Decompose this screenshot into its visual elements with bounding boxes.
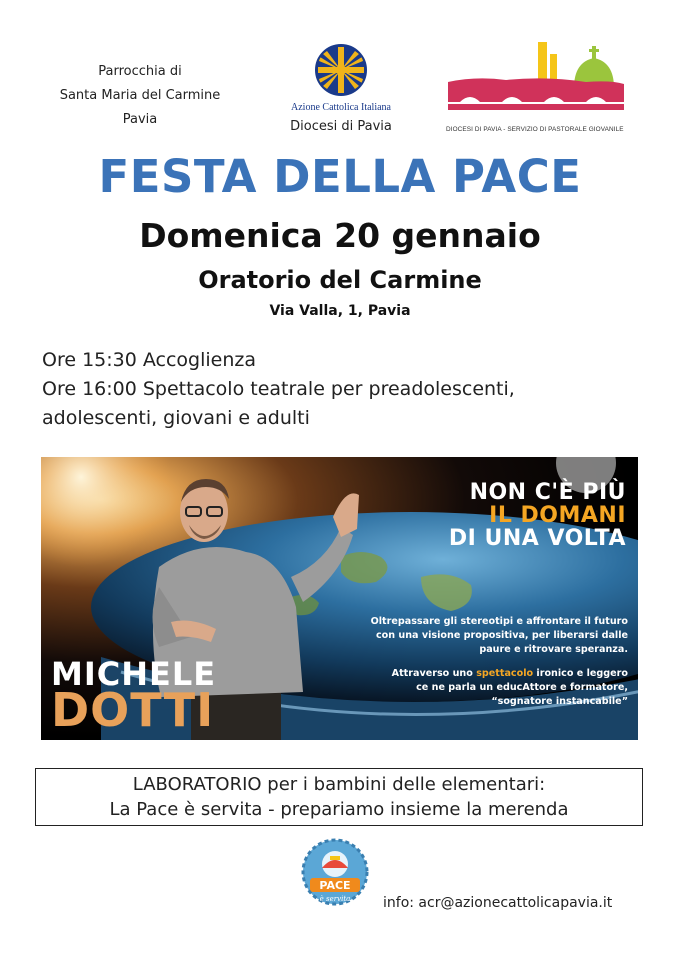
event-date: Domenica 20 gennaio [139, 216, 541, 255]
schedule [42, 346, 642, 433]
lab-line: LABORATORIO per i bambini delle elementari: [132, 774, 546, 795]
parish-name [40, 60, 240, 132]
lab-line: La Pace è servita - prepariamo insieme la merenda [109, 799, 569, 820]
banner-title-line: DI UNA VOLTA [448, 526, 626, 551]
parish-line: Santa Maria del Carmine [59, 88, 221, 103]
performer-first-name: MICHELE [51, 655, 217, 693]
event-place: Oratorio del Carmine [198, 266, 482, 294]
banner-desc2-highlight: spettacolo [476, 668, 534, 679]
parish-line: Pavia [122, 112, 158, 127]
lab-box [35, 768, 643, 826]
pastorale-giovanile-emblem-icon [446, 40, 626, 120]
banner-title-line: NON C'È PIÙ [469, 480, 626, 505]
parish-line: Parrocchia di [98, 64, 182, 79]
banner-desc-line: paure e ritrovare speranza. [479, 644, 628, 655]
pace-servita-logo [300, 838, 370, 910]
pastorale-giovanile-logo [446, 40, 632, 133]
banner-desc2-line [308, 667, 628, 681]
banner-desc2-line: ce ne parla un educAttore e formatore, [416, 682, 628, 693]
show-banner [41, 457, 638, 740]
banner-desc2-post: ironico e leggero [533, 668, 628, 679]
azione-cattolica-logo [288, 44, 394, 134]
banner-desc2-line: “sognatore instancabile” [491, 696, 628, 707]
schedule-line: Ore 15:30 Accoglienza [42, 349, 257, 371]
pace-logo-sub: è servita [319, 895, 351, 903]
pastorale-giovanile-caption: DIOCESI DI PAVIA - SERVIZIO DI PASTORALE GIOVANILE [446, 126, 624, 133]
banner-title-line: IL DOMANI [489, 503, 626, 528]
pace-servita-emblem-icon [300, 838, 370, 910]
banner-description-2 [308, 667, 628, 709]
sun-glow [41, 457, 171, 567]
pace-logo-word: PACE [319, 879, 351, 892]
banner-desc-line: con una visione propositiva, per liberarsi dalle [375, 630, 628, 641]
banner-title [449, 481, 626, 550]
ac-diocese: Diocesi di Pavia [290, 119, 392, 134]
ac-name: Azione Cattolica Italiana [291, 102, 391, 113]
banner-description [308, 615, 628, 657]
performer-last-name: DOTTI [51, 683, 215, 737]
schedule-line: adolescenti, giovani e adulti [42, 407, 310, 429]
contact-info: info: acr@azionecattolicapavia.it [383, 895, 613, 911]
event-address: Via Valla, 1, Pavia [269, 303, 411, 319]
azione-cattolica-emblem-icon [315, 44, 367, 96]
schedule-line: Ore 16:00 Spettacolo teatrale per preadolescenti, [42, 378, 515, 400]
banner-desc-line: Oltrepassare gli stereotipi e affrontare il futuro [370, 616, 628, 627]
banner-desc2-pre: Attraverso uno [391, 668, 477, 679]
event-title: FESTA DELLA PACE [98, 150, 582, 203]
